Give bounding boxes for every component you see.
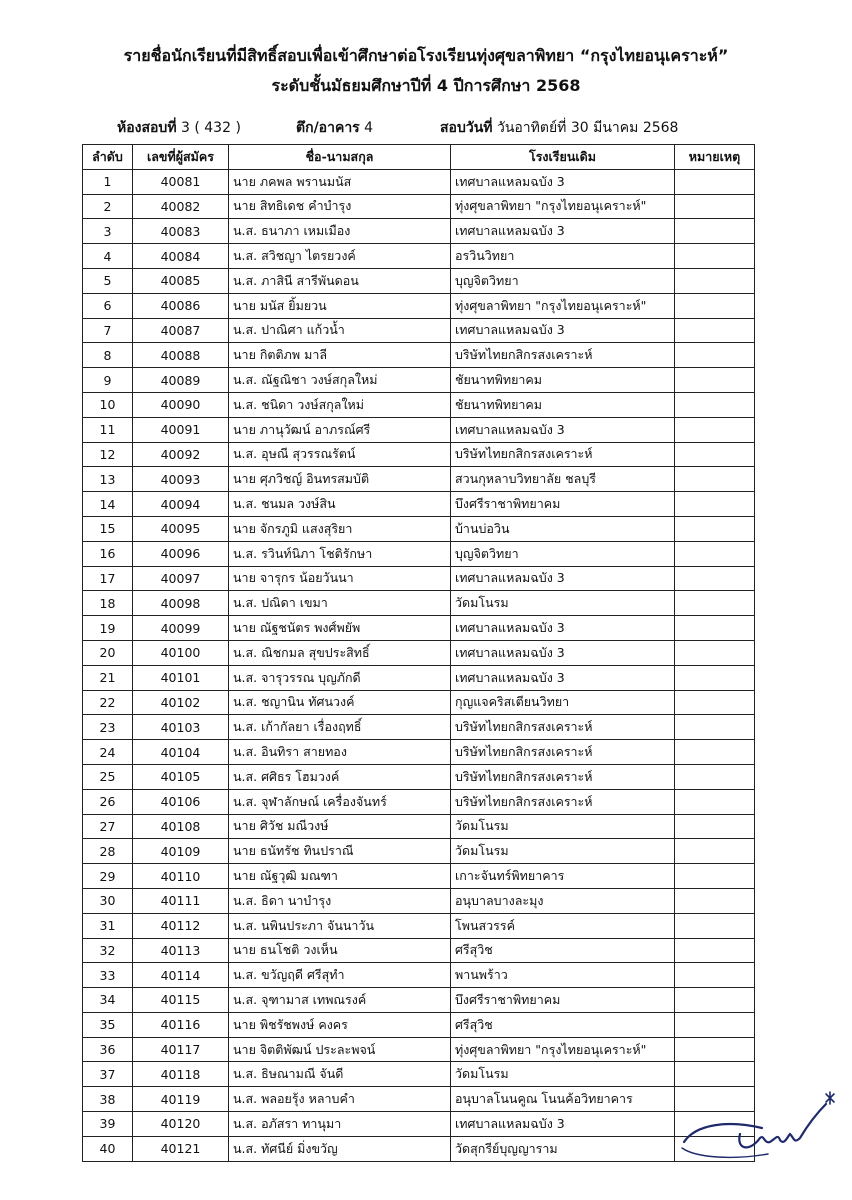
document-title: รายชื่อนักเรียนที่มีสิทธิ์สอบเพื่อเข้าศึกษาต่อโรงเรียนทุ่งศุขลาพิทยา “กรุงไทยอนุเคราะห์” — [123, 46, 729, 65]
row-previous-school: โพนสวรรค์ — [451, 913, 675, 938]
row-applicant-id: 40082 — [133, 194, 229, 219]
table-row — [83, 888, 755, 913]
row-remarks — [675, 715, 755, 740]
table-row — [83, 640, 755, 665]
row-order: 4 — [83, 244, 133, 269]
table-row — [83, 690, 755, 715]
table-row — [83, 1112, 755, 1137]
table-header-row — [83, 145, 755, 170]
row-full-name: น.ส. นพินประภา จันนาวัน — [229, 913, 451, 938]
table-row — [83, 194, 755, 219]
row-remarks — [675, 541, 755, 566]
row-applicant-id: 40102 — [133, 690, 229, 715]
row-applicant-id: 40115 — [133, 988, 229, 1013]
row-previous-school: ชัยนาทพิทยาคม — [451, 368, 675, 393]
row-order: 13 — [83, 467, 133, 492]
table-row — [83, 740, 755, 765]
row-previous-school: ทุ่งศุขลาพิทยา "กรุงไทยอนุเคราะห์" — [451, 293, 675, 318]
row-order: 5 — [83, 268, 133, 293]
row-previous-school: อนุบาลบางละมุง — [451, 888, 675, 913]
row-previous-school: เกาะจันทร์พิทยาคาร — [451, 864, 675, 889]
row-full-name: นาย มนัส ยิ้มยวน — [229, 293, 451, 318]
row-previous-school: วัดสุกรีย์บุญญาราม — [451, 1136, 675, 1161]
row-order: 38 — [83, 1087, 133, 1112]
row-applicant-id: 40111 — [133, 888, 229, 913]
row-applicant-id: 40109 — [133, 839, 229, 864]
row-previous-school: บริษัทไทยกสิกรสงเคราะห์ — [451, 343, 675, 368]
row-full-name: นาย ศุภวิชญ์ อินทรสมบัติ — [229, 467, 451, 492]
row-applicant-id: 40085 — [133, 268, 229, 293]
row-previous-school: ทุ่งศุขลาพิทยา "กรุงไทยอนุเคราะห์" — [451, 194, 675, 219]
row-previous-school: เทศบาลแหลมฉบัง 3 — [451, 169, 675, 194]
row-order: 18 — [83, 591, 133, 616]
row-order: 15 — [83, 516, 133, 541]
row-remarks — [675, 665, 755, 690]
row-applicant-id: 40114 — [133, 963, 229, 988]
row-order: 2 — [83, 194, 133, 219]
row-full-name: น.ส. ณัฐณิชา วงษ์สกุลใหม่ — [229, 368, 451, 393]
student-roster-table — [82, 144, 755, 1162]
row-order: 25 — [83, 764, 133, 789]
row-applicant-id: 40110 — [133, 864, 229, 889]
building-label: ตึก/อาคาร — [296, 120, 360, 136]
row-applicant-id: 40092 — [133, 442, 229, 467]
row-full-name: นาย ธนัทรัช ทินปราณี — [229, 839, 451, 864]
exam-date-label: สอบวันที่ — [440, 120, 493, 136]
row-full-name: น.ส. อภัสรา ทานุมา — [229, 1112, 451, 1137]
row-previous-school: วัดมโนรม — [451, 839, 675, 864]
row-applicant-id: 40091 — [133, 417, 229, 442]
table-row — [83, 219, 755, 244]
table-row — [83, 1062, 755, 1087]
table-row — [83, 467, 755, 492]
row-order: 20 — [83, 640, 133, 665]
table-row — [83, 1012, 755, 1037]
row-remarks — [675, 293, 755, 318]
row-previous-school: บริษัทไทยกสิกรสงเคราะห์ — [451, 442, 675, 467]
row-order: 17 — [83, 566, 133, 591]
row-remarks — [675, 1037, 755, 1062]
row-previous-school: วัดมโนรม — [451, 591, 675, 616]
row-remarks — [675, 219, 755, 244]
row-order: 1 — [83, 169, 133, 194]
row-previous-school: บุญจิตวิทยา — [451, 268, 675, 293]
row-applicant-id: 40101 — [133, 665, 229, 690]
row-order: 35 — [83, 1012, 133, 1037]
table-row — [83, 938, 755, 963]
column-header-full-name: ชื่อ-นามสกุล — [229, 145, 451, 170]
row-order: 22 — [83, 690, 133, 715]
row-applicant-id: 40095 — [133, 516, 229, 541]
row-full-name: น.ส. ณิชกมล สุขประสิทธิ์ — [229, 640, 451, 665]
exam-room-value: 3 ( 432 ) — [181, 120, 241, 136]
row-remarks — [675, 442, 755, 467]
row-remarks — [675, 839, 755, 864]
row-full-name: น.ส. ปาณิศา แก้วน้ำ — [229, 318, 451, 343]
row-previous-school: วัดมโนรม — [451, 1062, 675, 1087]
row-order: 16 — [83, 541, 133, 566]
table-row — [83, 293, 755, 318]
table-row — [83, 392, 755, 417]
row-previous-school: เทศบาลแหลมฉบัง 3 — [451, 318, 675, 343]
row-previous-school: เทศบาลแหลมฉบัง 3 — [451, 616, 675, 641]
table-row — [83, 541, 755, 566]
table-row — [83, 417, 755, 442]
row-order: 33 — [83, 963, 133, 988]
row-remarks — [675, 616, 755, 641]
row-previous-school: บุญจิตวิทยา — [451, 541, 675, 566]
building-value: 4 — [364, 120, 374, 136]
table-row — [83, 244, 755, 269]
row-previous-school: บ้านบ่อวิน — [451, 516, 675, 541]
row-full-name: นาย ณัฐวุฒิ มณฑา — [229, 864, 451, 889]
row-full-name: นาย ภคพล พรานมนัส — [229, 169, 451, 194]
row-full-name: นาย จิตติพัฒน์ ประละพจน์ — [229, 1037, 451, 1062]
row-remarks — [675, 169, 755, 194]
table-row — [83, 789, 755, 814]
row-applicant-id: 40086 — [133, 293, 229, 318]
row-full-name: นาย ศิวัช มณีวงษ์ — [229, 814, 451, 839]
row-applicant-id: 40121 — [133, 1136, 229, 1161]
row-previous-school: วัดมโนรม — [451, 814, 675, 839]
row-previous-school: เทศบาลแหลมฉบัง 3 — [451, 665, 675, 690]
table-row — [83, 492, 755, 517]
row-full-name: น.ส. จารุวรรณ บุญภักดี — [229, 665, 451, 690]
building-info — [296, 117, 373, 139]
row-order: 39 — [83, 1112, 133, 1137]
row-order: 19 — [83, 616, 133, 641]
row-previous-school: พานพร้าว — [451, 963, 675, 988]
row-full-name: น.ส. อุษณี สุวรรณรัตน์ — [229, 442, 451, 467]
table-row — [83, 988, 755, 1013]
row-applicant-id: 40096 — [133, 541, 229, 566]
row-previous-school: เทศบาลแหลมฉบัง 3 — [451, 640, 675, 665]
row-order: 9 — [83, 368, 133, 393]
row-full-name: น.ส. ภาสินี สารีพันดอน — [229, 268, 451, 293]
table-row — [83, 864, 755, 889]
row-remarks — [675, 963, 755, 988]
table-row — [83, 516, 755, 541]
row-previous-school: เทศบาลแหลมฉบัง 3 — [451, 417, 675, 442]
row-full-name: น.ส. พลอยรุ้ง หลาบคำ — [229, 1087, 451, 1112]
row-remarks — [675, 988, 755, 1013]
row-order: 14 — [83, 492, 133, 517]
row-order: 34 — [83, 988, 133, 1013]
row-full-name: นาย จารุกร น้อยวันนา — [229, 566, 451, 591]
row-order: 12 — [83, 442, 133, 467]
row-applicant-id: 40083 — [133, 219, 229, 244]
row-remarks — [675, 392, 755, 417]
row-previous-school: ศรีสุวิช — [451, 938, 675, 963]
row-applicant-id: 40105 — [133, 764, 229, 789]
row-full-name: น.ส. เก้ากัลยา เรื่องฤทธิ์ — [229, 715, 451, 740]
row-previous-school: เทศบาลแหลมฉบัง 3 — [451, 1112, 675, 1137]
row-applicant-id: 40119 — [133, 1087, 229, 1112]
row-full-name: น.ส. ขวัญฤดี ศรีสุทำ — [229, 963, 451, 988]
table-row — [83, 1136, 755, 1161]
row-full-name: นาย พิชรัชพงษ์ คงคร — [229, 1012, 451, 1037]
row-full-name: น.ส. ศศิธร โฮมวงค์ — [229, 764, 451, 789]
column-header-remarks: หมายเหตุ — [675, 145, 755, 170]
table-row — [83, 665, 755, 690]
row-full-name: น.ส. อินทิรา สายทอง — [229, 740, 451, 765]
row-previous-school: บึงศรีราชาพิทยาคม — [451, 492, 675, 517]
row-full-name: นาย กิตติภพ มาลี — [229, 343, 451, 368]
row-full-name: น.ส. ชญานิน ทัศนวงค์ — [229, 690, 451, 715]
row-order: 31 — [83, 913, 133, 938]
row-previous-school: ศรีสุวิช — [451, 1012, 675, 1037]
row-full-name: น.ส. ปณิดา เขมา — [229, 591, 451, 616]
row-remarks — [675, 888, 755, 913]
row-previous-school: บริษัทไทยกสิกรสงเคราะห์ — [451, 715, 675, 740]
row-remarks — [675, 467, 755, 492]
table-row — [83, 839, 755, 864]
row-full-name: นาย สิทธิเดช คำบำรุง — [229, 194, 451, 219]
table-row — [83, 1037, 755, 1062]
row-applicant-id: 40088 — [133, 343, 229, 368]
row-remarks — [675, 244, 755, 269]
row-applicant-id: 40113 — [133, 938, 229, 963]
table-row — [83, 814, 755, 839]
row-order: 29 — [83, 864, 133, 889]
row-remarks — [675, 417, 755, 442]
row-order: 26 — [83, 789, 133, 814]
exam-date-value: วันอาทิตย์ที่ 30 มีนาคม 2568 — [496, 120, 679, 136]
row-applicant-id: 40090 — [133, 392, 229, 417]
row-full-name: น.ส. รวินท์นิภา โชติรักษา — [229, 541, 451, 566]
row-previous-school: กุญแจคริสเตียนวิทยา — [451, 690, 675, 715]
row-applicant-id: 40087 — [133, 318, 229, 343]
row-applicant-id: 40112 — [133, 913, 229, 938]
row-remarks — [675, 1012, 755, 1037]
row-previous-school: สวนกุหลาบวิทยาลัย ชลบุรี — [451, 467, 675, 492]
row-order: 40 — [83, 1136, 133, 1161]
row-applicant-id: 40118 — [133, 1062, 229, 1087]
row-full-name: น.ส. ธิดา นาบำรุง — [229, 888, 451, 913]
table-row — [83, 318, 755, 343]
row-applicant-id: 40120 — [133, 1112, 229, 1137]
row-remarks — [675, 814, 755, 839]
exam-room-info — [117, 117, 241, 139]
row-applicant-id: 40116 — [133, 1012, 229, 1037]
row-remarks — [675, 690, 755, 715]
row-remarks — [675, 318, 755, 343]
row-applicant-id: 40089 — [133, 368, 229, 393]
row-applicant-id: 40098 — [133, 591, 229, 616]
row-full-name: น.ส. ชนมล วงษ์สิน — [229, 492, 451, 517]
row-remarks — [675, 913, 755, 938]
row-full-name: น.ส. สวิชญา ไตรยวงค์ — [229, 244, 451, 269]
table-row — [83, 566, 755, 591]
row-previous-school: บริษัทไทยกสิกรสงเคราะห์ — [451, 764, 675, 789]
table-row — [83, 913, 755, 938]
table-row — [83, 715, 755, 740]
table-row — [83, 616, 755, 641]
row-remarks — [675, 938, 755, 963]
row-order: 7 — [83, 318, 133, 343]
row-full-name: น.ส. ธิษณามณี จันดี — [229, 1062, 451, 1087]
row-remarks — [675, 740, 755, 765]
row-applicant-id: 40103 — [133, 715, 229, 740]
row-full-name: น.ส. ธนาภา เหมเมือง — [229, 219, 451, 244]
row-applicant-id: 40117 — [133, 1037, 229, 1062]
row-order: 6 — [83, 293, 133, 318]
column-header-order: ลำดับ — [83, 145, 133, 170]
row-order: 28 — [83, 839, 133, 864]
row-previous-school: อนุบาลโนนคูณ โนนค้อวิทยาคาร — [451, 1087, 675, 1112]
row-full-name: นาย ธนโชติ วงเห็น — [229, 938, 451, 963]
row-full-name: น.ส. ชนิดา วงษ์สกุลใหม่ — [229, 392, 451, 417]
row-applicant-id: 40084 — [133, 244, 229, 269]
row-previous-school: เทศบาลแหลมฉบัง 3 — [451, 219, 675, 244]
table-row — [83, 442, 755, 467]
row-order: 27 — [83, 814, 133, 839]
row-remarks — [675, 343, 755, 368]
row-previous-school: เทศบาลแหลมฉบัง 3 — [451, 566, 675, 591]
row-applicant-id: 40081 — [133, 169, 229, 194]
row-order: 37 — [83, 1062, 133, 1087]
exam-room-label: ห้องสอบที่ — [117, 120, 177, 136]
row-previous-school: บึงศรีราชาพิทยาคม — [451, 988, 675, 1013]
row-applicant-id: 40093 — [133, 467, 229, 492]
column-header-previous-school: โรงเรียนเดิม — [451, 145, 675, 170]
column-header-applicant-id: เลขที่ผู้สมัคร — [133, 145, 229, 170]
row-previous-school: บริษัทไทยกสิกรสงเคราะห์ — [451, 740, 675, 765]
row-applicant-id: 40106 — [133, 789, 229, 814]
table-row — [83, 963, 755, 988]
row-order: 32 — [83, 938, 133, 963]
row-remarks — [675, 789, 755, 814]
row-applicant-id: 40099 — [133, 616, 229, 641]
row-order: 30 — [83, 888, 133, 913]
row-order: 3 — [83, 219, 133, 244]
row-applicant-id: 40097 — [133, 566, 229, 591]
row-order: 24 — [83, 740, 133, 765]
row-order: 23 — [83, 715, 133, 740]
row-previous-school: บริษัทไทยกสิกรสงเคราะห์ — [451, 789, 675, 814]
row-full-name: น.ส. จุฬาลักษณ์ เครื่องจันทร์ — [229, 789, 451, 814]
row-remarks — [675, 566, 755, 591]
row-remarks — [675, 516, 755, 541]
row-full-name: นาย จักรภูมิ แสงสุริยา — [229, 516, 451, 541]
row-remarks — [675, 368, 755, 393]
row-previous-school: ชัยนาทพิทยาคม — [451, 392, 675, 417]
row-full-name: น.ส. จุฑามาส เทพณรงค์ — [229, 988, 451, 1013]
row-applicant-id: 40100 — [133, 640, 229, 665]
row-order: 8 — [83, 343, 133, 368]
table-row — [83, 591, 755, 616]
table-row — [83, 368, 755, 393]
row-order: 11 — [83, 417, 133, 442]
row-order: 10 — [83, 392, 133, 417]
row-full-name: น.ส. ทัศนีย์ มิ่งขวัญ — [229, 1136, 451, 1161]
table-body — [83, 169, 755, 1161]
document-subtitle: ระดับชั้นมัธยมศึกษาปีที่ 4 ปีการศึกษา 2568 — [271, 76, 581, 95]
row-order: 36 — [83, 1037, 133, 1062]
table-row — [83, 1087, 755, 1112]
table-row — [83, 169, 755, 194]
row-remarks — [675, 492, 755, 517]
row-applicant-id: 40094 — [133, 492, 229, 517]
row-order: 21 — [83, 665, 133, 690]
row-previous-school: อรวินวิทยา — [451, 244, 675, 269]
row-applicant-id: 40104 — [133, 740, 229, 765]
row-full-name: นาย ภานุวัฒน์ อาภรณ์ศรี — [229, 417, 451, 442]
row-remarks — [675, 640, 755, 665]
table-row — [83, 343, 755, 368]
row-remarks — [675, 194, 755, 219]
table-row — [83, 268, 755, 293]
row-full-name: นาย ณัฐชนัตร พงศ์พยัพ — [229, 616, 451, 641]
row-applicant-id: 40108 — [133, 814, 229, 839]
row-remarks — [675, 864, 755, 889]
row-remarks — [675, 591, 755, 616]
row-remarks — [675, 268, 755, 293]
signature-icon — [676, 1080, 846, 1165]
table-row — [83, 764, 755, 789]
row-remarks — [675, 764, 755, 789]
row-previous-school: ทุ่งศุขลาพิทยา "กรุงไทยอนุเคราะห์" — [451, 1037, 675, 1062]
exam-date-info — [440, 117, 678, 139]
